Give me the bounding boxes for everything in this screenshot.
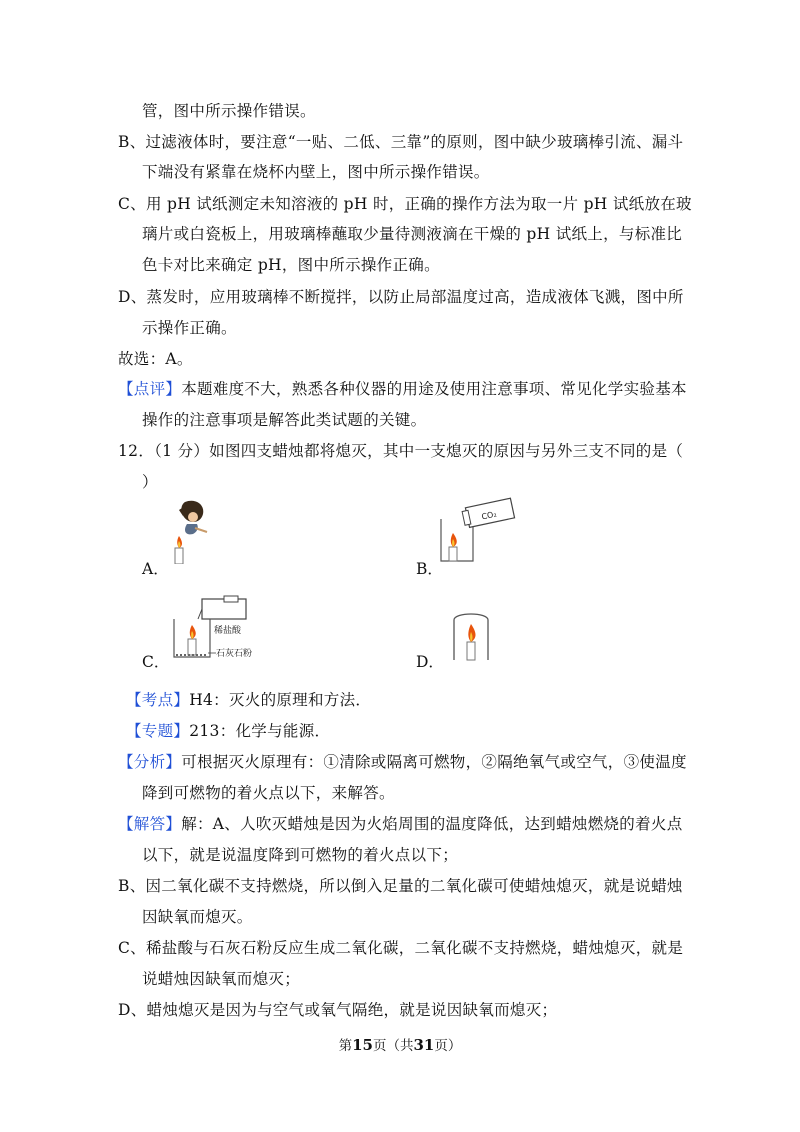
text-line: 故选：A。	[118, 350, 193, 368]
figure-a-person-blowing-candle	[165, 498, 215, 564]
option-b-label: B．	[416, 560, 443, 578]
zhuanti-text: 213：化学与能源．	[189, 722, 331, 740]
figure-c-acid-limestone	[168, 595, 268, 665]
text-line: 说蜡烛因缺氧而熄灭；	[142, 970, 301, 988]
kaodian-line	[126, 688, 371, 710]
fenxi-tag: 【分析】	[118, 753, 182, 771]
zhuanti-tag: 【专题】	[126, 722, 190, 740]
limestone-label: 石灰石粉	[216, 649, 253, 659]
footer-mid: 页（共	[373, 1038, 414, 1054]
comment-text: 本题难度不大，熟悉各种仪器的用途及使用注意事项、常见化学实验基本	[181, 380, 687, 398]
question-12-stem: 12．（1 分）如图四支蜡烛都将熄灭，其中一支熄灭的原因与另外三支不同的是（	[118, 442, 684, 460]
text-line: D、蜡烛熄灭是因为与空气或氧气隔绝，就是说因缺氧而熄灭；	[118, 1001, 558, 1019]
text-line: 操作的注意事项是解答此类试题的关键。	[142, 411, 427, 429]
text-line: 以下，就是说温度降到可燃物的着火点以下；	[142, 846, 459, 864]
option-c-label: C．	[142, 653, 170, 671]
text-line: 因缺氧而熄灭。	[142, 908, 253, 926]
text-line: B、过滤液体时，要注意“一贴、二低、三靠”的原则，图中缺少玻璃棒引流、漏斗	[118, 133, 684, 151]
jieda-line	[118, 812, 683, 834]
text-line: C、用 pH 试纸测定未知溶液的 pH 时，正确的操作方法为取一片 pH 试纸放在玻	[118, 195, 692, 213]
kaodian-tag: 【考点】	[126, 691, 190, 709]
co2-label: CO₂	[480, 509, 498, 522]
footer-total-pages: 31	[413, 1036, 435, 1054]
figure-d-covered-candle	[448, 608, 494, 664]
page-footer	[0, 1034, 800, 1054]
jieda-text: 解：A、人吹灭蜡烛是因为火焰周围的温度降低，达到蜡烛燃烧的着火点	[181, 815, 683, 833]
text-line: 降到可燃物的着火点以下，来解答。	[142, 784, 395, 802]
zhuanti-line	[126, 719, 330, 741]
comment-tag: 【点评】	[118, 380, 182, 398]
text-line: D、蒸发时，应用玻璃棒不断搅拌，以防止局部温度过高，造成液体飞溅，图中所	[118, 288, 684, 306]
acid-label: 稀盐酸	[214, 626, 242, 636]
text-line: 色卡对比来确定 pH，图中所示操作正确。	[142, 256, 440, 274]
option-d-label: D．	[416, 653, 444, 671]
kaodian-text: H4：灭火的原理和方法．	[189, 691, 372, 709]
text-line: 璃片或白瓷板上，用玻璃棒蘸取少量待测液滴在干燥的 pH 试纸上，与标准比	[142, 225, 683, 243]
text-line: 示操作正确。	[142, 319, 237, 337]
footer-prefix: 第	[338, 1038, 353, 1054]
text-line: B、因二氧化碳不支持燃烧，所以倒入足量的二氧化碳可使蜡烛熄灭，就是说蜡烛	[118, 877, 683, 895]
footer-suffix: 页）	[434, 1038, 462, 1054]
option-a-label: A．	[142, 560, 169, 578]
footer-page-number: 15	[352, 1036, 373, 1054]
text-line: 管，图中所示操作错误。	[142, 102, 316, 120]
fenxi-line	[118, 750, 687, 772]
text-line: 下端没有紧靠在烧杯内壁上，图中所示操作错误。	[142, 163, 490, 181]
question-12-stem-end: ）	[142, 473, 158, 491]
text-line: C、稀盐酸与石灰石粉反应生成二氧化碳，二氧化碳不支持燃烧，蜡烛熄灭，就是	[118, 939, 684, 957]
comment-line	[118, 377, 687, 399]
figure-b-pouring-co2	[437, 497, 517, 565]
fenxi-text: 可根据灭火原理有：①清除或隔离可燃物，②隔绝氧气或空气，③使温度	[181, 753, 687, 771]
jieda-tag: 【解答】	[118, 815, 182, 833]
